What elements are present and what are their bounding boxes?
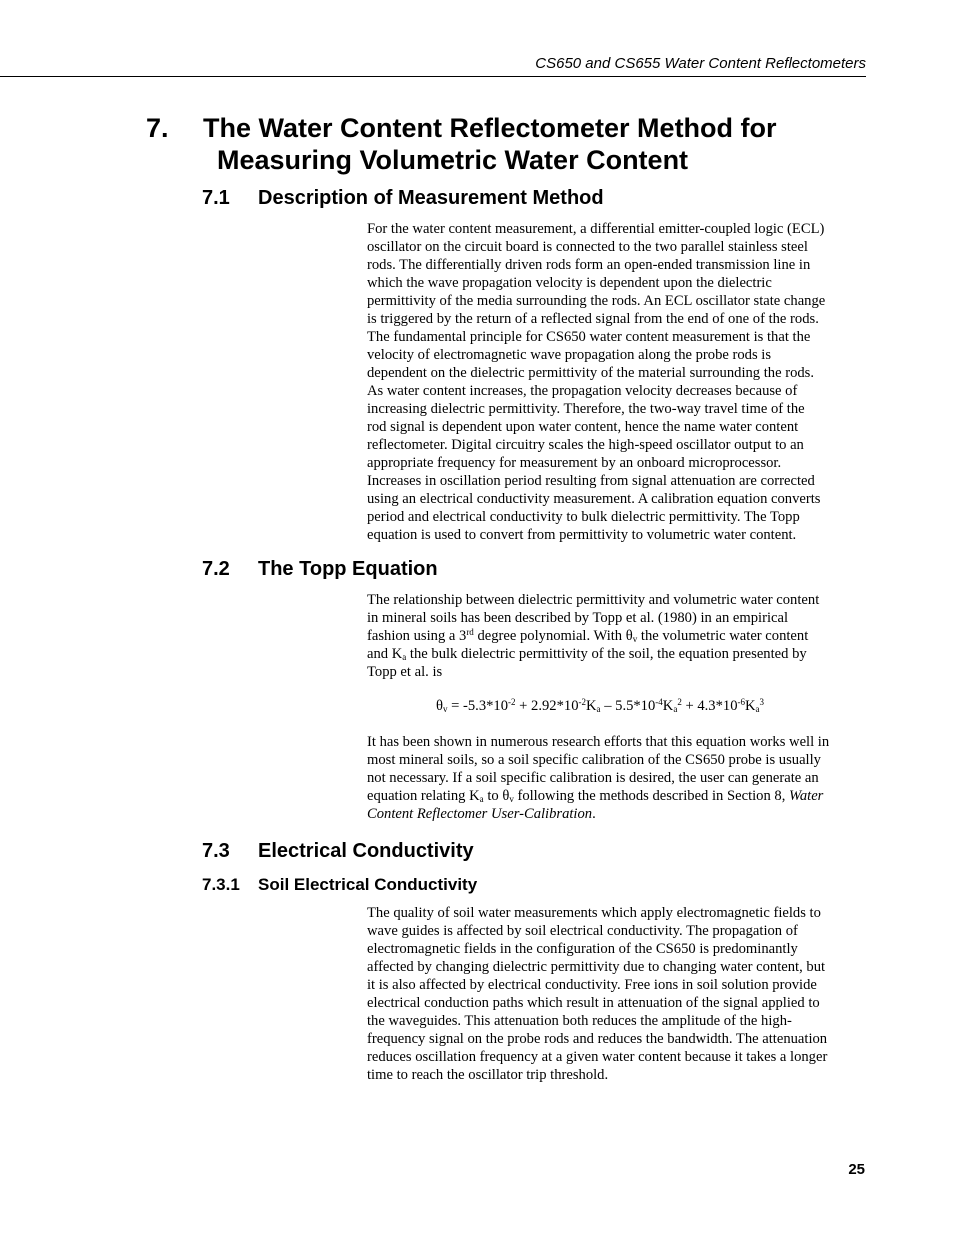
text-line: equation is used to convert from permittivity to volumetric water content. (367, 527, 797, 543)
running-header: CS650 and CS655 Water Content Reflectometers (535, 55, 866, 72)
section-number: 7.3 (202, 840, 230, 862)
text-line: using an electrical conductivity measurement. A calibration equation converts (367, 491, 821, 507)
text-line: reflectometer. Digital circuitry scales the high-speed oscillator output to an (367, 437, 804, 453)
text-line: Topp et al. is (367, 664, 443, 680)
section-title: Soil Electrical Conductivity (258, 875, 478, 894)
text-line: wave guides is affected by soil electrical conductivity. The propagation of (367, 923, 798, 939)
paragraph-soil-conductivity (367, 904, 867, 1084)
section-number: 7.2 (202, 558, 230, 580)
text-line: velocity of electromagnetic wave propagation along the probe rods is (367, 347, 772, 363)
text-line: most mineral soils, so a soil specific calibration of the CS650 probe is usually (367, 752, 821, 768)
text-line: which the wave propagation velocity is dependent upon the dielectric (367, 275, 772, 291)
text-line: equation relating $K_a$ to $\theta_v$ following the methods described in Section 8, Water (367, 788, 824, 804)
text-line: in mineral soils has been described by Topp et al. (1980) in an empirical (367, 610, 789, 626)
text-line: electrical conduction paths which result in attenuation of the signal applied to (367, 995, 820, 1011)
text-line: fashion using a 3rd degree polynomial. With $\theta_v$ the volumetric water content (367, 627, 809, 644)
text-line: As water content increases, the propagation velocity decreases because of (367, 383, 798, 399)
chapter-title-line-1: The Water Content Reflectometer Method for (203, 113, 777, 143)
text-line: increasing dielectric permittivity. Therefore, the two-way travel time of the (367, 401, 805, 417)
text-line: The quality of soil water measurements which apply electromagnetic fields to (367, 905, 821, 921)
text-line: dependent on the dielectric permittivity of the material surrounding the rods. (367, 365, 815, 381)
text-line: rods. The differentially driven rods form an open-ended transmission line in (367, 257, 811, 273)
section-number: 7.1 (202, 187, 230, 209)
section-number: 7.3.1 (202, 875, 240, 894)
page-number: 25 (848, 1161, 865, 1178)
topp-equation: $\theta_v = -5.3*10^{-2} + 2.92*10^{-2}K_a - 5.5*10^{-4}K_a^2 + 4.3*10^{-6}K_a^3$ (436, 697, 765, 714)
text-line: rod signal is dependent upon water content, hence the name water content (367, 419, 799, 435)
text-line: time to reach the oscillator trip threshold. (367, 1067, 609, 1083)
text-line: not necessary. If a soil specific calibration is desired, the user can generate an (367, 770, 819, 786)
paragraph-topp-intro (367, 591, 867, 681)
text-line: is triggered by the return of a reflected signal from the end of one of the rods. (367, 311, 819, 327)
text-line: Increases in oscillation period resulting from signal attenuation are corrected (367, 473, 815, 489)
text-line: appropriate frequency for measurement by an onboard microprocessor. (367, 455, 782, 471)
section-title: The Topp Equation (258, 558, 438, 580)
chapter-title-line-2: Measuring Volumetric Water Content (217, 145, 689, 175)
section-title: Description of Measurement Method (258, 187, 604, 209)
text-line: The fundamental principle for CS650 water content measurement is that the (367, 329, 811, 345)
text-line: electromagnetic fields in the configuration of the CS650 is predominantly (367, 941, 798, 957)
text-line: period and electrical conductivity to bulk dielectric permittivity. The Topp (367, 509, 800, 525)
text-line: and $K_a$ the bulk dielectric permittivity of the soil, the equation presented by (367, 646, 807, 662)
text-line: permittivity of the media surrounding the rods. An ECL oscillator state change (367, 293, 826, 309)
text-line: oscillator on the circuit board is connected to the two parallel stainless steel (367, 239, 808, 255)
header-rule (0, 76, 866, 77)
text-line: For the water content measurement, a differential emitter-coupled logic (ECL) (367, 221, 825, 237)
text-line: Content Reflectomer User-Calibration. (367, 806, 596, 822)
paragraph-topp-calibration (367, 733, 867, 823)
chapter-number: 7. (146, 113, 169, 143)
text-line: reduces oscillation frequency at a given water content because it takes a longer (367, 1049, 828, 1065)
text-line: The relationship between dielectric permittivity and volumetric water content (367, 592, 820, 608)
paragraph-measurement-method (367, 220, 867, 544)
text-line: It has been shown in numerous research efforts that this equation works well in (367, 734, 830, 750)
section-title: Electrical Conductivity (258, 840, 474, 862)
text-line: the waveguides. This attenuation both reduces the amplitude of the high- (367, 1013, 792, 1029)
text-line: frequency signal on the probe rods and reduces the bandwidth. The attenuation (367, 1031, 828, 1047)
text-line: affected by changing dielectric permittivity due to changing water content, but (367, 959, 826, 975)
text-line: it is also affected by electrical conductivity. Free ions in soil solution provide (367, 977, 817, 993)
